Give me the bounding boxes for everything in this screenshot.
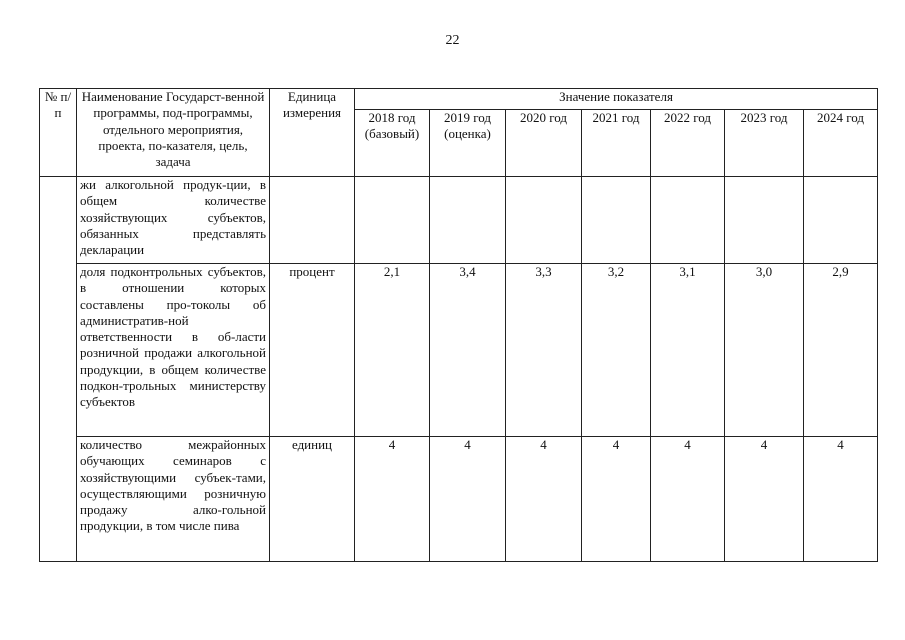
row-value: 3,0 (725, 264, 804, 437)
year-label: 2022 год (664, 110, 711, 125)
year-label: 2018 год (368, 110, 416, 125)
row-value: 2,9 (804, 264, 878, 437)
header-year-2018 (355, 110, 430, 177)
row-value: 4 (430, 437, 506, 562)
header-row (40, 89, 878, 110)
row-value (725, 177, 804, 264)
row-value: 4 (355, 437, 430, 562)
header-year-2020 (506, 110, 582, 177)
row-value: 4 (804, 437, 878, 562)
year-label: 2023 год (740, 110, 788, 125)
header-value-group: Значение показателя (355, 89, 878, 110)
row-unit (270, 177, 355, 264)
header-year-2022 (651, 110, 725, 177)
row-value (506, 177, 582, 264)
row-value: 4 (582, 437, 651, 562)
row-value: 4 (651, 437, 725, 562)
row-name: жи алкогольной продук-ции, в общем количестве хозяйствующих субъектов, обязанных представлять декларации (77, 177, 270, 264)
row-unit: процент (270, 264, 355, 437)
year-note: (базовый) (364, 126, 420, 142)
row-value: 3,2 (582, 264, 651, 437)
row-value: 4 (506, 437, 582, 562)
row-value: 4 (725, 437, 804, 562)
header-year-2019 (430, 110, 506, 177)
table-row (40, 177, 878, 264)
header-unit: Единица измерения (270, 89, 355, 177)
row-value: 3,4 (430, 264, 506, 437)
row-name: доля подконтрольных субъектов, в отношении которых составлены про-токолы об административ-ной ответственности в об-ласти розничной продажи алкогольной продукции, в общем количестве подкон-трольных министерству субъектов (77, 264, 270, 437)
row-value: 3,3 (506, 264, 582, 437)
row-name: количество межрайонных обучающих семинаров с хозяйствующими субъек-тами, осуществляющими розничную продажу алко-гольной продукции, в том числе пива (77, 437, 270, 562)
header-name: Наименование Государст-венной программы, под-программы, отдельного мероприятия, проекта, по-казателя, цель, задача (77, 89, 270, 177)
year-label: 2021 год (592, 110, 640, 125)
row-value: 2,1 (355, 264, 430, 437)
table-row (40, 437, 878, 562)
row-value (430, 177, 506, 264)
row-number-cell (40, 177, 77, 562)
header-year-2021 (582, 110, 651, 177)
header-year-2024 (804, 110, 878, 177)
table-row (40, 264, 878, 437)
year-note: (оценка) (444, 126, 491, 142)
row-value (651, 177, 725, 264)
year-label: 2019 год (444, 110, 491, 125)
row-value: 3,1 (651, 264, 725, 437)
row-value (804, 177, 878, 264)
year-label: 2024 год (817, 110, 865, 125)
row-value (355, 177, 430, 264)
row-unit: единиц (270, 437, 355, 562)
row-value (582, 177, 651, 264)
indicators-table (39, 88, 878, 562)
header-number: № п/п (40, 89, 77, 177)
header-year-2023 (725, 110, 804, 177)
page-number: 22 (445, 33, 460, 48)
year-label: 2020 год (520, 110, 567, 125)
